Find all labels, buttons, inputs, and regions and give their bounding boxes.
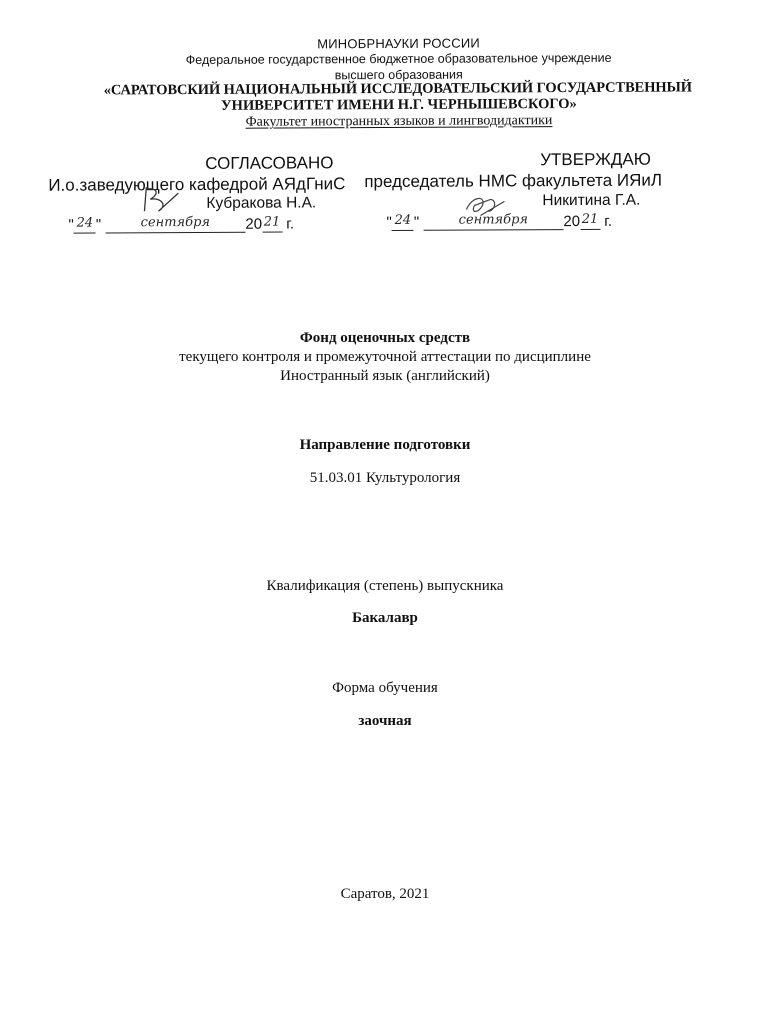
city-year: Саратов, 2021 — [340, 886, 430, 902]
qualification-label: Квалификация (степень) выпускника — [266, 578, 504, 594]
approve-name: Никитина Г.А. — [542, 191, 641, 210]
institution-type: Федеральное государственное бюджетное образовательное учреждение — [185, 50, 612, 68]
agreed-signature — [138, 183, 198, 215]
document-title: Фонд оценочных средств — [299, 330, 471, 346]
discipline-name: Иностранный язык (английский) — [280, 368, 490, 384]
agreed-name: Кубракова Н.А. — [206, 194, 317, 212]
agreed-date: " 24 " сентября 20 21 г. — [68, 214, 295, 234]
education-level: высшего образования — [334, 67, 463, 83]
faculty-name: Факультет иностранных языков и лингводидактики — [245, 113, 553, 130]
study-form-label: Форма обучения — [332, 680, 438, 696]
approve-position: председатель НМС факультета ИЯиЛ — [364, 170, 663, 192]
university-name-line2: УНИВЕРСИТЕТ ИМЕНИ Н.Г. ЧЕРНЫШЕВСКОГО» — [220, 95, 577, 114]
study-form-value: заочная — [358, 713, 412, 729]
agreed-position: И.о.заведующего кафедрой АЯдГниС — [48, 174, 346, 195]
header-block — [0, 0, 770, 252]
document-subtitle: текущего контроля и промежуточной аттестации по дисциплине — [179, 349, 591, 365]
approve-title: УТВЕРЖДАЮ — [540, 149, 651, 170]
approve-date: " 24 " сентября 20 21 г. — [386, 211, 613, 231]
agreed-title: СОГЛАСОВАНО — [205, 153, 334, 173]
direction-value: 51.03.01 Культурология — [309, 470, 461, 486]
direction-label: Направление подготовки — [299, 437, 471, 453]
university-name-line1: «САРАТОВСКИЙ НАЦИОНАЛЬНЫЙ ИССЛЕДОВАТЕЛЬСКИЙ ГОСУДАРСТВЕННЫЙ — [103, 79, 692, 99]
ministry-name: МИНОБРНАУКИ РОССИИ — [317, 35, 480, 52]
qualification-value: Бакалавр — [352, 610, 418, 626]
